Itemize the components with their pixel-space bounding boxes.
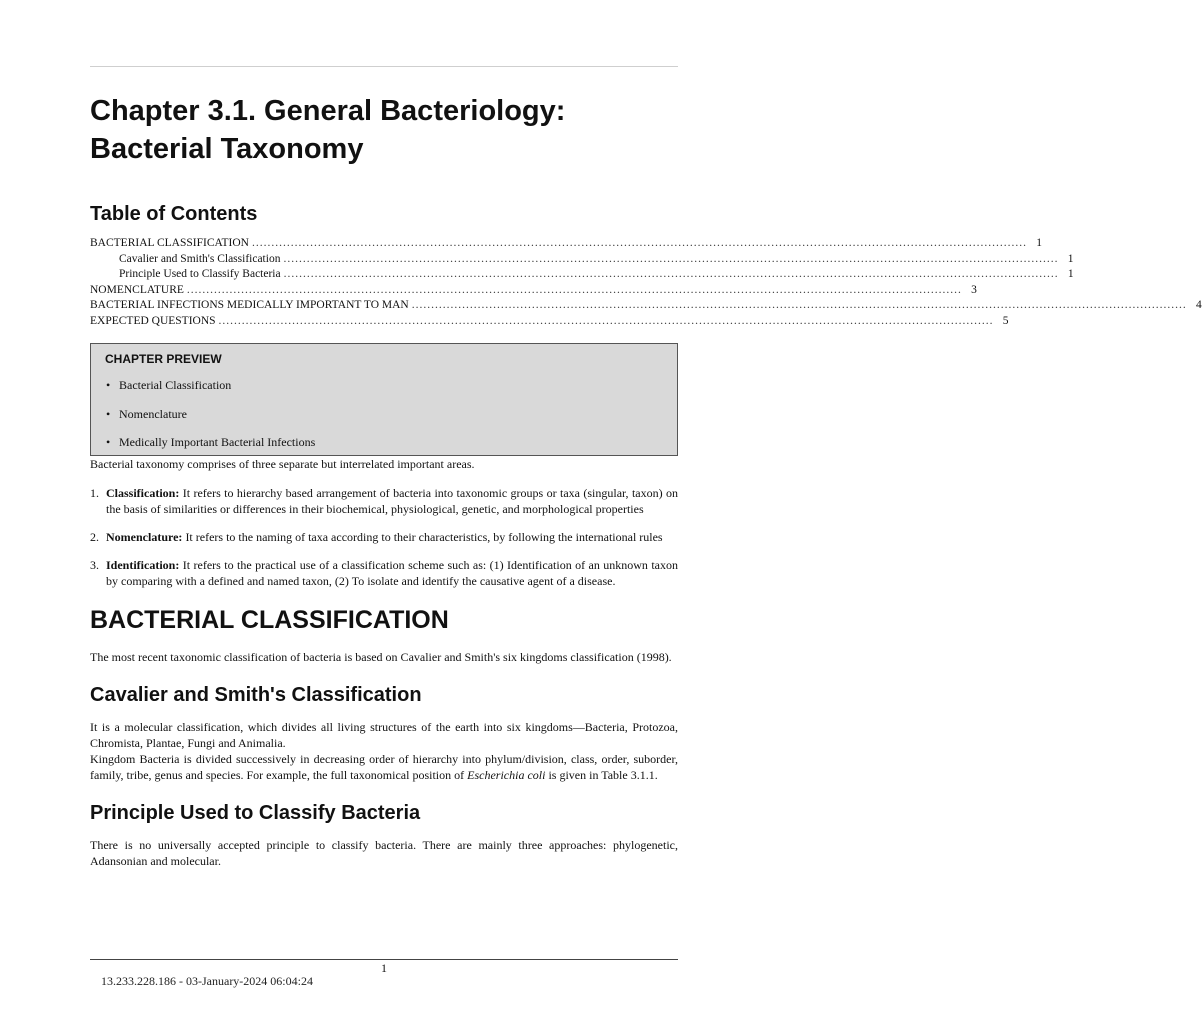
chapter-preview-box <box>90 343 678 456</box>
list-number: 2. <box>90 530 99 544</box>
section-heading-bacterial-classification: BACTERIAL CLASSIFICATION <box>90 606 449 634</box>
principle-paragraph: There is no universally accepted principle to classify bacteria. There are mainly three approaches: phylogenetic, Adansonian and molecular. <box>90 838 678 868</box>
bullet-icon: • <box>106 406 111 421</box>
page-number: 1 <box>381 961 387 975</box>
list-number: 1. <box>90 486 99 500</box>
preview-item <box>105 435 663 449</box>
toc-entry-cavalier-smith[interactable] <box>90 252 1074 268</box>
toc-entry-label: BACTERIAL INFECTIONS MEDICALLY IMPORTANT TO MAN <box>90 299 409 311</box>
toc-entry-label: EXPECTED QUESTIONS <box>90 314 216 327</box>
cavalier-paragraph-2-end: is given in Table 3.1.1. <box>545 768 658 782</box>
toc-leader-dots: ........................................................................................................................................................................................................ <box>411 299 1187 311</box>
toc-entry-label: BACTERIAL CLASSIFICATION <box>90 237 249 249</box>
chapter-preview-list <box>105 378 663 449</box>
toc-entry-page: 4 <box>1195 299 1202 311</box>
bullet-icon: • <box>106 435 111 449</box>
toc-leader-dots: ........................................................................................................................................................................................................ <box>283 252 1059 265</box>
area-text: It refers to hierarchy based arrangement of bacteria into taxonomic groups or taxa (singular, taxon) on the basis of similarities or differences in their biochemical, physiological, genetic, and morphological properties <box>106 486 679 516</box>
area-item-identification <box>90 557 678 589</box>
toc-entry-principle[interactable] <box>90 267 1074 283</box>
toc-leader-dots: ........................................................................................................................................................................................................ <box>283 268 1059 280</box>
toc-entry-page: 1 <box>1067 252 1074 265</box>
toc-leader-dots: ........................................................................................................................................................................................................ <box>251 237 1027 249</box>
area-text: It refers to the practical use of a classification scheme such as: (1) Identification of an unknown taxon by comparing with a defined and named taxon, (2) To isolate and identify the causative agent of a disease. <box>106 558 679 588</box>
top-divider <box>90 66 678 67</box>
toc-entry-label: NOMENCLATURE <box>90 283 184 296</box>
list-number: 3. <box>90 558 99 572</box>
toc-entry-bacterial-classification[interactable] <box>90 236 1042 252</box>
toc-entry-label: Principle Used to Classify Bacteria <box>119 268 281 280</box>
toc-entry-page: 3 <box>971 283 977 296</box>
document-content <box>90 92 1202 869</box>
toc-leader-dots: ........................................................................................................................................................................................................ <box>218 314 994 327</box>
intro-paragraph: Bacterial taxonomy comprises of three separate but interrelated important areas. <box>90 457 475 471</box>
subsection-heading-cavalier-smith: Cavalier and Smith's Classification <box>90 684 422 706</box>
toc-entry-expected-questions[interactable] <box>90 314 1009 330</box>
toc-entry-infections[interactable] <box>90 298 1202 314</box>
species-name: Escherichia coli <box>467 768 546 782</box>
area-term: Classification: <box>106 486 180 500</box>
toc-entry-label: Cavalier and Smith's Classification <box>119 252 281 265</box>
toc-entry-nomenclature[interactable] <box>90 283 977 299</box>
area-term: Nomenclature: <box>106 530 183 544</box>
area-item-nomenclature <box>90 529 678 545</box>
classification-paragraph: The most recent taxonomic classification of bacteria is based on Cavalier and Smith's six kingdoms classification (1998). <box>90 650 672 664</box>
area-term: Identification: <box>106 558 180 572</box>
preview-item-label: Medically Important Bacterial Infections <box>119 435 316 449</box>
toc-entry-page: 1 <box>1036 237 1042 249</box>
taxonomy-areas-list <box>90 485 678 589</box>
preview-item-label: Nomenclature <box>119 406 187 421</box>
cavalier-paragraph-2 <box>90 751 678 783</box>
area-text: It refers to the naming of taxa according to their characteristics, by following the international rules <box>185 530 663 544</box>
chapter-title: Chapter 3.1. General Bacteriology: Bacterial Taxonomy <box>90 95 566 165</box>
cavalier-paragraph-2-start: Kingdom Bacteria is divided successively in decreasing order of hierarchy into phylum/division, class, order, suborder, family, tribe, genus and species. For example, the full taxonomical position of <box>90 752 678 782</box>
preview-item <box>105 378 663 392</box>
subsection-heading-principle: Principle Used to Classify Bacteria <box>90 802 421 824</box>
footer-download-stamp: 13.233.228.186 - 03-January-2024 06:04:24 <box>101 974 313 988</box>
bullet-icon: • <box>106 378 111 392</box>
table-of-contents <box>90 236 1202 329</box>
chapter-preview-title: CHAPTER PREVIEW <box>105 352 222 366</box>
toc-entry-page: 5 <box>1002 314 1009 327</box>
toc-entry-page: 1 <box>1067 268 1074 280</box>
preview-item <box>105 407 663 421</box>
preview-item-label: Bacterial Classification <box>119 378 232 392</box>
toc-heading: Table of Contents <box>90 203 258 225</box>
toc-leader-dots: ........................................................................................................................................................................................................ <box>186 283 962 296</box>
cavalier-paragraph-1: It is a molecular classification, which divides all living structures of the earth into six kingdoms—Bacteria, Protozoa, Chromista, Plantae, Fungi and Animalia. <box>90 720 678 750</box>
area-item-classification <box>90 485 678 517</box>
